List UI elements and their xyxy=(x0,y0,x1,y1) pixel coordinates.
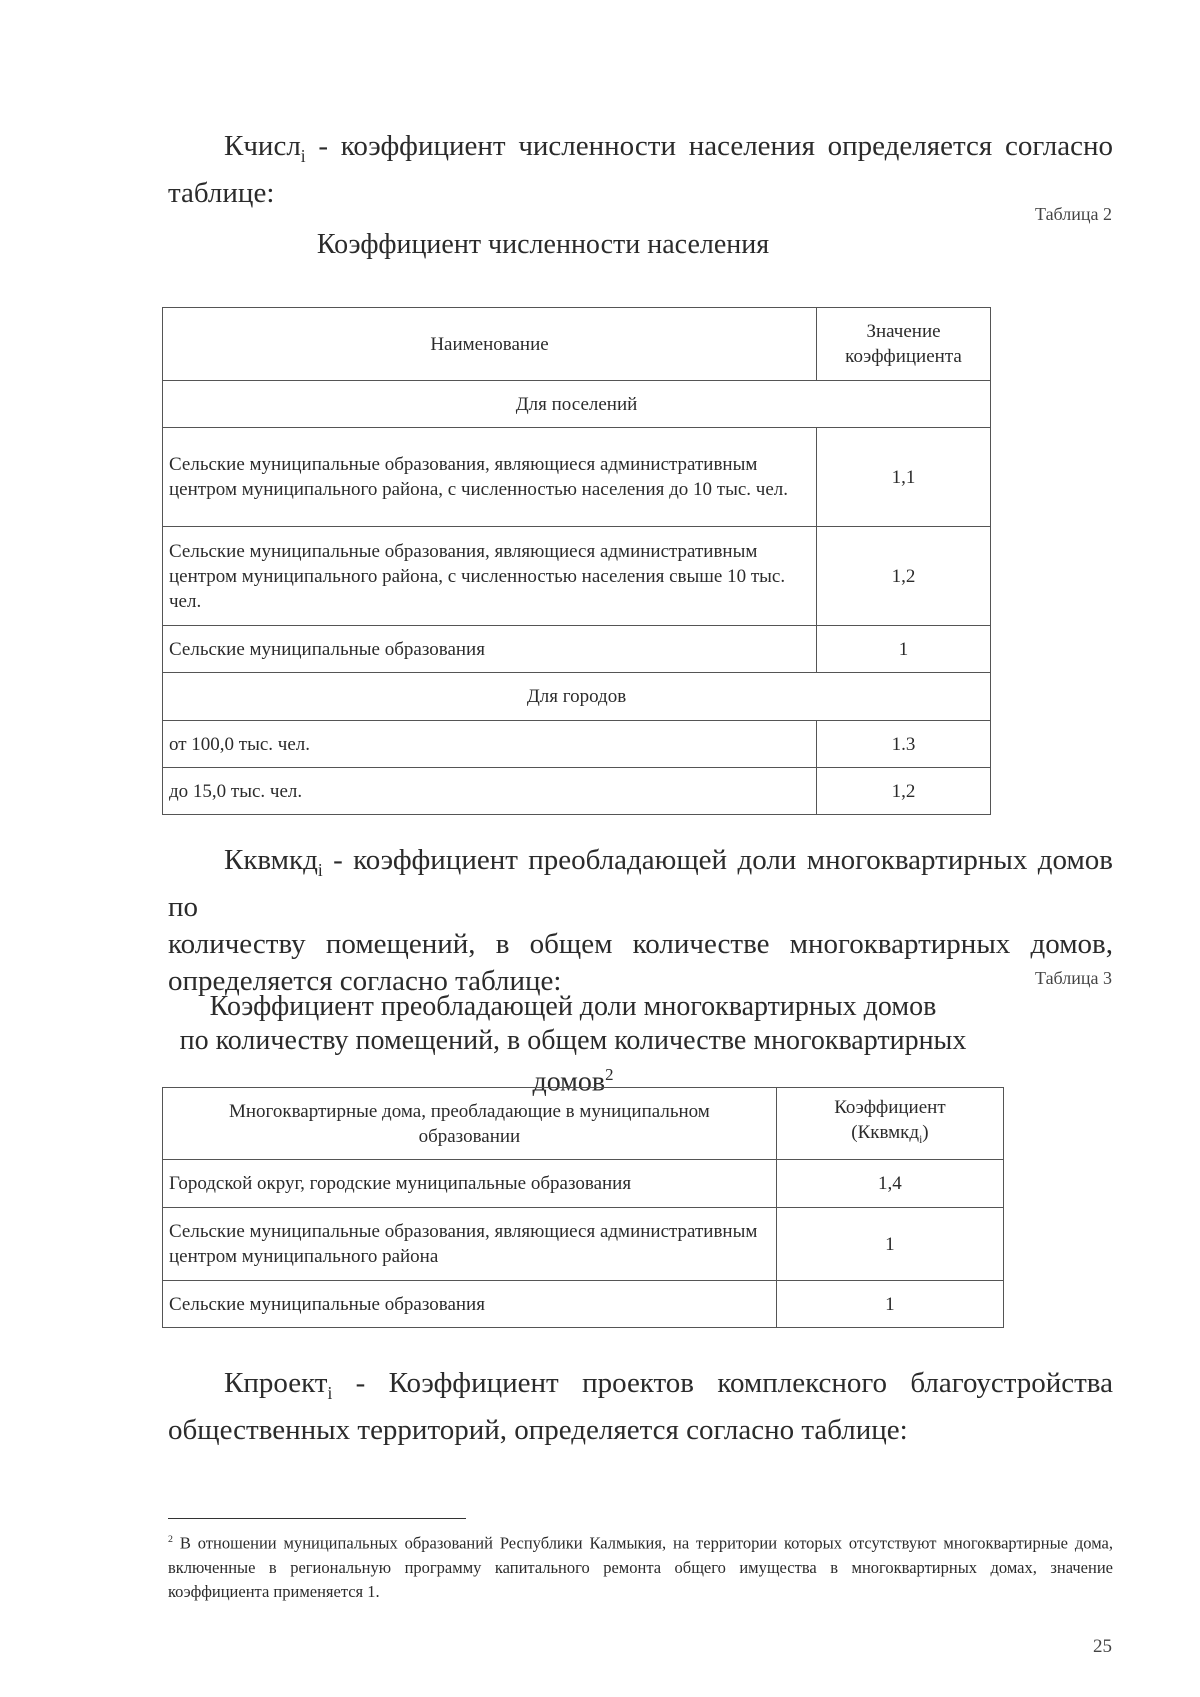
table-header-row xyxy=(163,1088,1004,1160)
table-2-label: Таблица 2 xyxy=(1035,204,1112,224)
header-name: Наименование xyxy=(163,308,817,381)
table-row: Сельские муниципальные образования, являющиеся административным центром муниципального района 1 xyxy=(163,1208,1004,1281)
paragraph-population-coefficient: Кчисл$_i$ - коэффициент численности населения определяется согласно таблице: xyxy=(168,130,1113,209)
table-2-title: Коэффициент численности населения xyxy=(316,229,770,260)
term-kkvmkd: Кквмкд$_i$ xyxy=(224,844,323,880)
population-coefficient-table xyxy=(162,307,991,815)
group-row-settlements: Для поселений xyxy=(163,381,991,428)
table-3-label: Таблица 3 xyxy=(1035,968,1112,988)
paragraph-apartment-coefficient: Кквмкд$_i$ - коэффициент преобладающей доли многоквартирных домов по количеству помещений, в общем количестве многоквартирных домов, определяется согласно таблице: xyxy=(168,844,1113,997)
term-kchisl: Кчисл$_i$ xyxy=(224,130,306,166)
table-row: Сельские муниципальные образования 1 xyxy=(163,626,991,673)
page-number: 25 xyxy=(1093,1636,1112,1657)
table-row: Сельские муниципальные образования, являющиеся административным центром муниципального района, с численностью населения до 10 тыс. чел. 1,1 xyxy=(163,428,991,527)
footnote-separator xyxy=(168,1518,466,1519)
header-apartments: Многоквартирные дома, преобладающие в муниципальном образовании xyxy=(163,1088,777,1160)
table-row: от 100,0 тыс. чел. 1.3 xyxy=(163,721,991,768)
apartment-coefficient-table xyxy=(162,1087,1004,1328)
group-row-cities: Для городов xyxy=(163,673,991,721)
table-header-row xyxy=(163,308,991,381)
term-kproekt: Кпроект$_i$ xyxy=(224,1367,333,1403)
table-3-title: Коэффициент преобладающей доли многоквартирных домов по количеству помещений, в общем количестве многоквартирных домов$^2$ xyxy=(179,991,967,1098)
header-value: Значение коэффициента xyxy=(817,308,991,381)
table-row: до 15,0 тыс. чел. 1,2 xyxy=(163,768,991,815)
header-coefficient: Коэффициент (Кквмкд$_i$) xyxy=(776,1088,1003,1160)
table-row: Сельские муниципальные образования 1 xyxy=(163,1281,1004,1328)
table-row: Городской округ, городские муниципальные образования 1,4 xyxy=(163,1160,1004,1208)
footnote: $^2$ В отношении муниципальных образований Республики Калмыкия, на территории которых отсутствуют многоквартирные дома, включенные в региональную программу капитального ремонта общего имущества в многоквартирных домах, значение коэффициента применяется 1. xyxy=(168,1533,1113,1601)
table-row: Сельские муниципальные образования, являющиеся административным центром муниципального района, с численностью населения свыше 10 тыс. чел. 1,2 xyxy=(163,527,991,626)
paragraph-project-coefficient: Кпроект$_i$ - Коэффициент проектов комплексного благоустройства общественных территорий, определяется согласно таблице: xyxy=(168,1367,1113,1446)
